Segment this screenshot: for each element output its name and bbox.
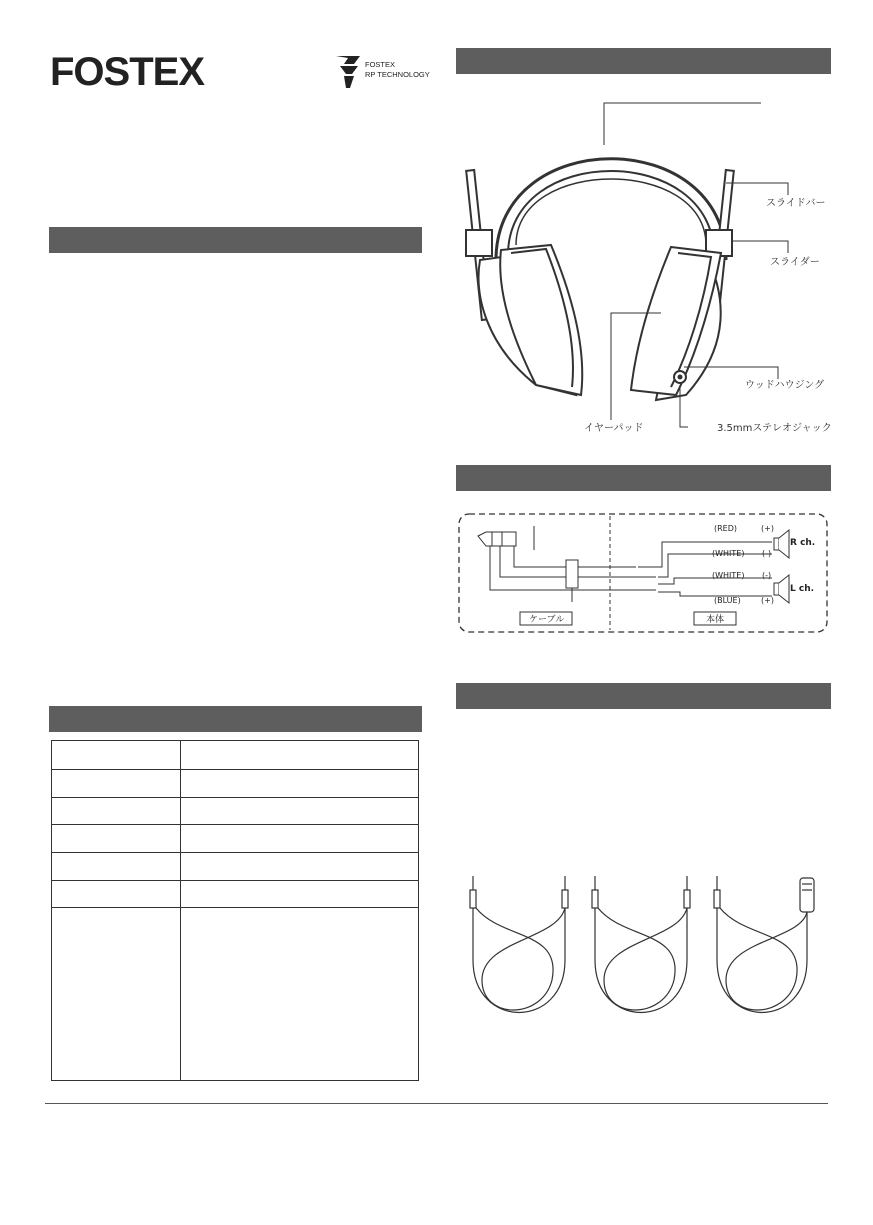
table-row: [52, 798, 419, 825]
label-stereo-jack: 3.5mmステレオジャック: [717, 423, 832, 434]
section-bar-left-2: [49, 706, 422, 732]
polarity-minus-1: (-): [762, 549, 772, 558]
footer-divider: [45, 1103, 828, 1104]
spec-table: [51, 740, 419, 1081]
section-bar-right-2: [456, 465, 831, 491]
label-slider: スライダー: [770, 257, 820, 268]
rp-logo-line2: RP TECHNOLOGY: [365, 70, 430, 79]
wire-white1-label: (WHITE): [712, 549, 745, 558]
table-row: [52, 853, 419, 881]
body-label: 本体: [706, 615, 725, 625]
cable-label: ケーブル: [529, 615, 565, 625]
label-wood-housing: ウッドハウジング: [745, 380, 825, 391]
wire-blue-label: (BLUE): [714, 596, 741, 605]
table-row: [52, 908, 419, 1081]
table-row: [52, 770, 419, 798]
rp-logo-line1: FOSTEX: [365, 60, 396, 69]
rp-emblem-icon: [334, 54, 364, 90]
rp-technology-logo: [334, 50, 444, 90]
r-channel-label: R ch.: [790, 538, 816, 548]
table-row: [52, 881, 419, 908]
polarity-plus-2: (+): [761, 596, 774, 605]
section-bar-right-3: [456, 683, 831, 709]
label-slide-bar: スライドバー: [766, 198, 826, 209]
wiring-diagram: [456, 512, 831, 636]
wire-red-label: (RED): [714, 524, 738, 533]
section-bar-left-1: [49, 227, 422, 253]
table-row: [52, 741, 419, 770]
section-bar-right-1: [456, 48, 831, 74]
cables-illustration: [462, 870, 832, 1040]
table-row: [52, 825, 419, 853]
wire-white2-label: (WHITE): [712, 571, 745, 580]
polarity-plus-1: (+): [761, 524, 774, 533]
polarity-minus-2: (-): [762, 571, 772, 580]
l-channel-label: L ch.: [790, 584, 815, 594]
fostex-logo: FOSTEX: [50, 50, 205, 94]
label-ear-pad: イヤーパッド: [584, 423, 644, 434]
